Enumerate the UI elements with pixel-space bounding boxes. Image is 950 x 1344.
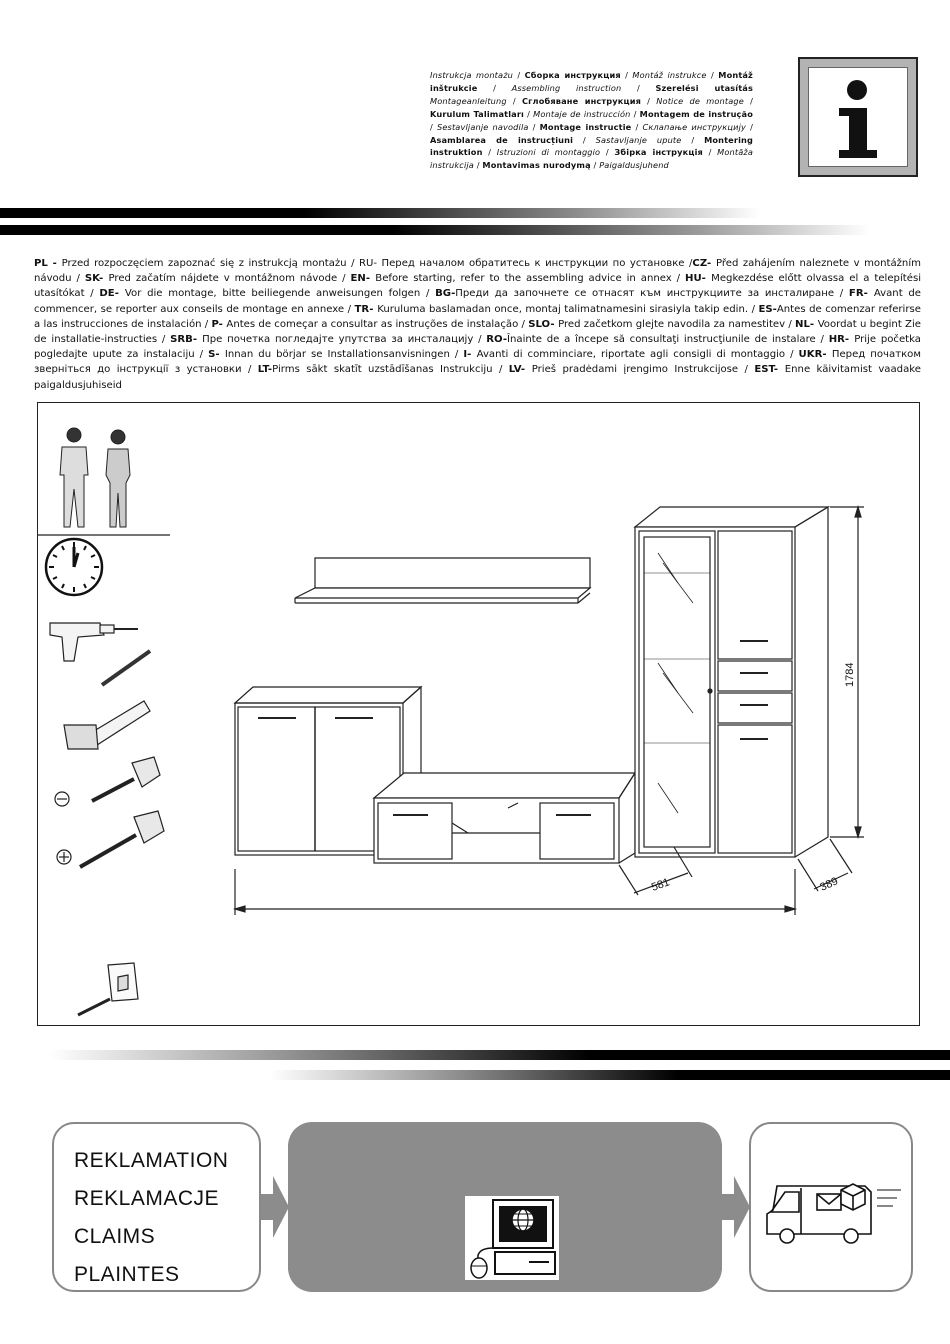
advice-segment: ES- <box>758 303 777 315</box>
clock-icon <box>46 539 102 595</box>
hammer-icon <box>64 701 150 749</box>
arrow-right-icon <box>261 1172 289 1242</box>
title-segment: / <box>681 134 705 145</box>
advice-segment: Пре почетка погледајте упутства за инсталацију / <box>202 334 487 346</box>
advice-segment: Kuruluma baslamadan once, montaj talimatnamesini sirasiyla takip edin. / <box>377 303 759 315</box>
title-segment: Montagem de instrução <box>639 108 753 119</box>
advice-segment: Перед началом обратитесь к инструкции по установке / <box>381 258 693 269</box>
title-segment: Montaje de instrucción <box>533 108 631 119</box>
advice-segment: SK- <box>84 273 109 285</box>
advice-segment: RU- <box>358 258 382 269</box>
title-segment: Instrukcja montażu <box>430 70 513 80</box>
advice-segment: HU- <box>685 273 712 285</box>
title-segment: Montageanleitung <box>430 95 507 106</box>
title-segment: Szerelési utasítás <box>655 82 753 93</box>
advice-segment: EN- <box>350 273 376 285</box>
advice-segment: P- <box>211 318 227 330</box>
title-segment: Paigaldusjuhend <box>599 160 669 171</box>
title-segment: / <box>702 147 718 158</box>
advice-segment: Преди да започнете се отнасят към инструкциите за инсталиране / <box>455 288 849 300</box>
title-segment: / <box>590 160 600 171</box>
title-segment: / <box>573 134 596 145</box>
header-stripe-top <box>0 208 760 218</box>
advice-segment: PL - <box>34 258 62 269</box>
flat-screwdriver-icon <box>55 757 160 806</box>
title-segment: Montáž instrukce <box>632 70 707 80</box>
advice-segment: Innan du börjar se Installationsanvisningen / <box>224 349 464 361</box>
advice-segment: Voordat u begint Zie de installatie-instructies / <box>34 318 921 346</box>
arrow-right-icon <box>722 1172 750 1242</box>
information-icon <box>809 68 909 168</box>
multilingual-title <box>430 69 753 172</box>
advice-segment: Před zahájením naleznete v montážním návodu / <box>34 258 921 285</box>
title-segment: Montāža instrukcija <box>430 147 753 171</box>
title-segment: Asamblarea de instrucțiuni <box>430 134 574 145</box>
title-segment: / <box>743 95 753 106</box>
claims-list <box>54 1124 259 1294</box>
advice-segment: DE- <box>99 288 125 300</box>
advice-segment: CZ- <box>692 258 716 269</box>
footer-stripe-top <box>50 1050 950 1060</box>
claims-item: REKLAMATION <box>74 1149 229 1172</box>
advice-segment: Vor die montage, bitte beiliegende anweisungen folgen / <box>124 288 436 300</box>
furniture-drawing <box>235 507 864 915</box>
title-segment: Сглобяване инструкция <box>521 95 641 106</box>
claims-item: CLAIMS <box>74 1225 156 1248</box>
title-segment: / <box>641 95 657 106</box>
advice-segment: Przed rozpoczęciem zapoznać się z instrukcją montażu / <box>61 258 359 269</box>
advice-segment: Prije početka pogledajte upute za instalaciju / <box>34 334 921 361</box>
title-segment: Склапање инструкцију <box>642 121 747 132</box>
title-segment: / <box>746 121 754 132</box>
title-segment: Montáž inštrukcie <box>430 70 753 93</box>
advice-segment: Antes de comenzar referirse a las instrucciones de instalación / <box>34 303 921 330</box>
claims-item: PLAINTES <box>74 1263 180 1286</box>
information-icon-box <box>798 57 918 177</box>
advice-segment: HR- <box>828 334 855 346</box>
delivery-box <box>749 1122 913 1292</box>
cabinet-depth-dimension-label: 389 <box>818 875 840 894</box>
title-segment: / <box>430 121 437 132</box>
claims-item: REKLAMACJE <box>74 1187 220 1210</box>
two-persons-icon <box>60 428 130 527</box>
tv-depth-dimension-label: 581 <box>649 876 672 894</box>
assembly-overview-frame <box>37 402 920 1026</box>
title-segment: / <box>621 82 656 93</box>
advice-segment: Pred začatím nájdete v montážnom návode / <box>108 273 351 285</box>
title-segment: Notice de montage <box>656 95 744 106</box>
title-segment: Kurulum Talimatları <box>430 108 524 119</box>
advice-segment: EST- <box>754 364 785 376</box>
advice-segment: Înainte de a începe să consultaţi instrucţiunile de instalare / <box>507 334 829 346</box>
title-segment: / <box>512 70 525 80</box>
advice-segment: Prieš pradėdami įrengimo Instrukcijose / <box>531 364 755 376</box>
advice-segment: Enne käivitamist vaadake paigaldusjuhiseid <box>34 364 921 391</box>
drill-icon <box>50 623 150 685</box>
advice-segment: LT- <box>257 364 273 376</box>
advice-segment: BG- <box>435 288 456 300</box>
advice-segment: Avant de commencer, se reporter aux conseils de montage en annexe / <box>34 288 922 315</box>
assembly-overview-illustration <box>38 403 921 1027</box>
assembly-advice-text <box>34 256 921 393</box>
title-segment: / <box>482 147 497 158</box>
title-segment: / <box>473 160 483 171</box>
footer-stripe-bottom <box>270 1070 950 1080</box>
phillips-screwdriver-icon <box>57 811 164 867</box>
advice-segment: Avanti di comminciare, riportate agli consigli di montaggio / <box>476 349 799 361</box>
advice-segment: LV- <box>508 364 532 376</box>
title-segment: / <box>631 121 643 132</box>
title-segment: / <box>477 82 512 93</box>
advice-segment: Pred začetkom glejte navodila za namestitev / <box>558 318 796 330</box>
advice-segment: I- <box>463 349 477 361</box>
title-segment: Sestavljanje navodila <box>437 121 529 132</box>
tape-measure-icon <box>78 963 138 1015</box>
title-segment: Сборка инструкция <box>524 70 621 80</box>
title-segment: / <box>630 108 640 119</box>
advice-segment: TR- <box>354 303 378 315</box>
advice-segment: Перед початком зверніться до інструкції з установки / <box>34 349 921 376</box>
height-dimension-label: 1784 <box>844 662 856 687</box>
advice-segment: Before starting, refer to the assembling advice in annex / <box>375 273 686 285</box>
advice-segment: FR- <box>848 288 874 300</box>
title-segment: / <box>528 121 540 132</box>
advice-segment: Megkezdése előtt olvassa el a telepítési utasítókat / <box>34 273 922 300</box>
advice-segment: SRB- <box>170 334 203 346</box>
title-segment: / <box>506 95 522 106</box>
advice-segment: NL- <box>795 318 818 330</box>
title-segment: Montage instructie <box>539 121 632 132</box>
title-segment: / <box>523 108 534 119</box>
advice-segment: Antes de começar a consultar as instruções de instalação / <box>226 318 529 330</box>
online-contact-box <box>288 1122 722 1292</box>
title-segment: Montering instruktion <box>430 134 754 158</box>
advice-segment: SLO- <box>528 318 559 330</box>
advice-segment: UKR- <box>798 349 832 361</box>
claims-box <box>52 1122 261 1292</box>
title-segment: / <box>620 70 633 80</box>
title-segment: Збірка інструкція <box>614 147 703 158</box>
title-segment: Montavimas nurodymą <box>482 160 591 171</box>
title-segment: Sastavljanje upute <box>595 134 682 145</box>
advice-segment: S- <box>208 349 225 361</box>
header-stripe-bottom <box>0 225 870 235</box>
delivery-van-icon <box>761 1176 905 1256</box>
title-segment: Istruzioni di montaggio <box>496 147 601 158</box>
advice-segment: RO- <box>486 334 508 346</box>
title-segment: Assembling instruction <box>511 82 622 93</box>
computer-globe-icon <box>465 1196 559 1280</box>
advice-segment: Pirms sākt skatīt uzstādīšanas Instrukciju / <box>272 364 509 376</box>
title-segment: / <box>706 70 719 80</box>
title-segment: / <box>600 147 615 158</box>
